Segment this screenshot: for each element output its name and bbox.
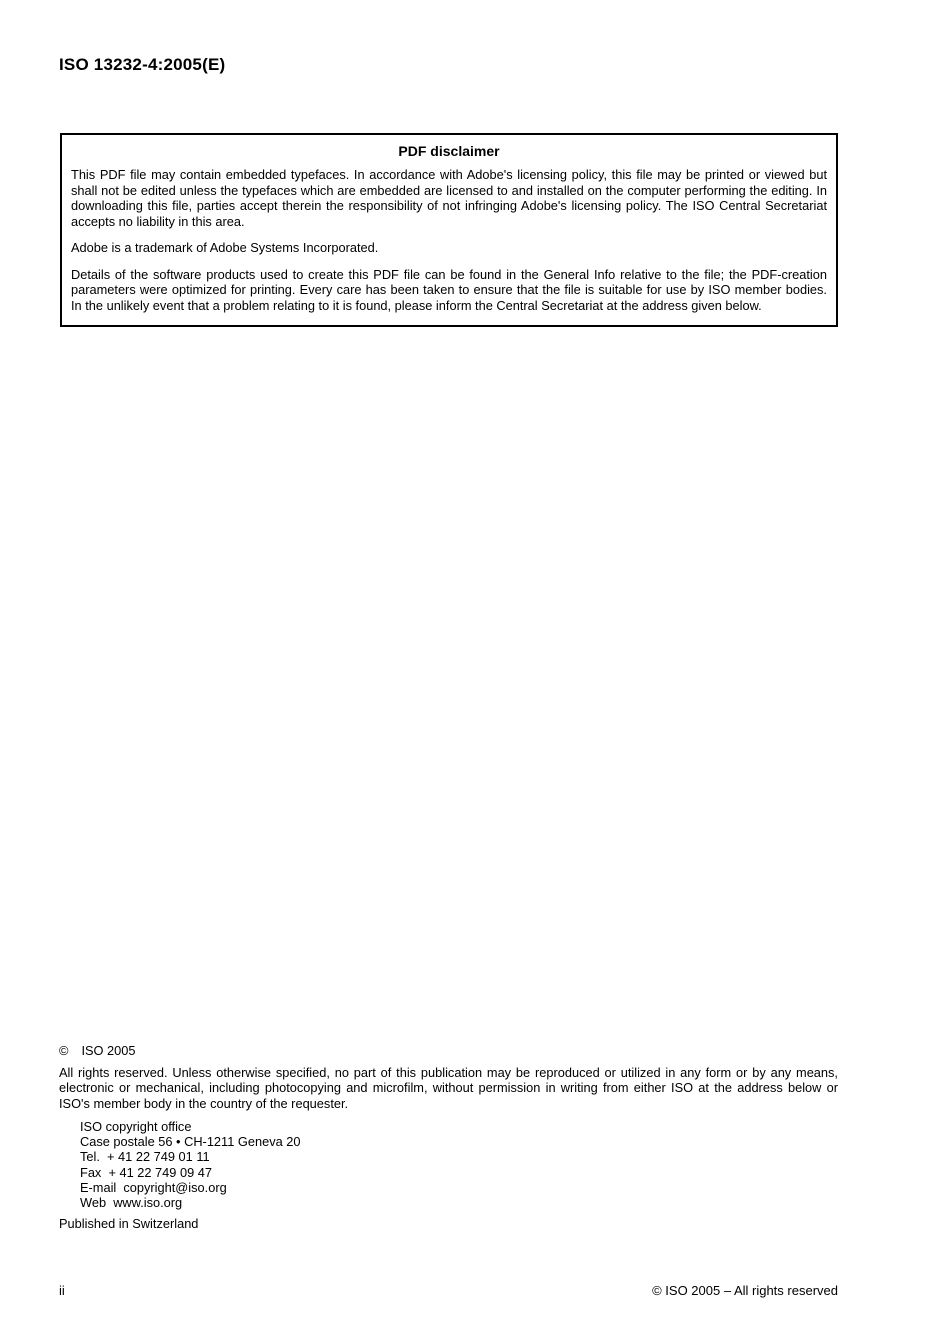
address-line-postal: Case postale 56 • CH-1211 Geneva 20 <box>80 1134 301 1150</box>
footer-copyright-notice: © ISO 2005 – All rights reserved <box>652 1283 838 1298</box>
address-line-fax: Fax + 41 22 749 09 47 <box>80 1164 212 1180</box>
disclaimer-paragraph-software-details: Details of the software products used to create this PDF file can be found in the General Info relative to the file; the PDF-creation parameters were optimized for printing. Every care has been taken to ensure that the file is suitable for use by ISO member bodies. In the unlikely event that a problem relating to it is found, please inform the Central Secretariat at the address given below. <box>71 266 827 313</box>
address-line-email: E-mail copyright@iso.org <box>80 1179 227 1195</box>
iso-address-block <box>80 1119 838 1210</box>
copyright-notice: ISO 2005 <box>81 1043 136 1058</box>
copyright-symbol: © <box>59 1043 69 1058</box>
copyright-section <box>59 1043 838 1232</box>
copyright-line <box>59 1043 838 1059</box>
disclaimer-paragraph-trademark: Adobe is a trademark of Adobe Systems Incorporated. <box>71 240 379 255</box>
address-line-office: ISO copyright office <box>80 1119 192 1134</box>
published-in-switzerland: Published in Switzerland <box>59 1216 199 1232</box>
disclaimer-paragraph-typefaces: This PDF file may contain embedded typefaces. In accordance with Adobe's licensing policy, this file may be printed or viewed but shall not be edited unless the typefaces which are embedded are licensed to and installed on the computer performing the editing. In downloading this file, parties accept therein the responsibility of not infringing Adobe's licensing policy. The ISO Central Secretariat accepts no liability in this area. <box>71 167 827 229</box>
page-number: ii <box>59 1283 65 1298</box>
document-id-header: ISO 13232-4:2005(E) <box>59 55 226 74</box>
address-line-web: Web www.iso.org <box>80 1195 183 1211</box>
disclaimer-title: PDF disclaimer <box>398 143 500 159</box>
page-footer <box>59 1283 838 1298</box>
address-line-tel: Tel. + 41 22 749 01 11 <box>80 1149 210 1165</box>
pdf-disclaimer-box <box>60 133 838 327</box>
all-rights-reserved-paragraph: All rights reserved. Unless otherwise specified, no part of this publication may be reproduced or utilized in any form or by any means, electronic or mechanical, including photocopying and microfilm, without permission in writing from either ISO at the address below or ISO's member body in the country of the requester. <box>59 1064 838 1111</box>
